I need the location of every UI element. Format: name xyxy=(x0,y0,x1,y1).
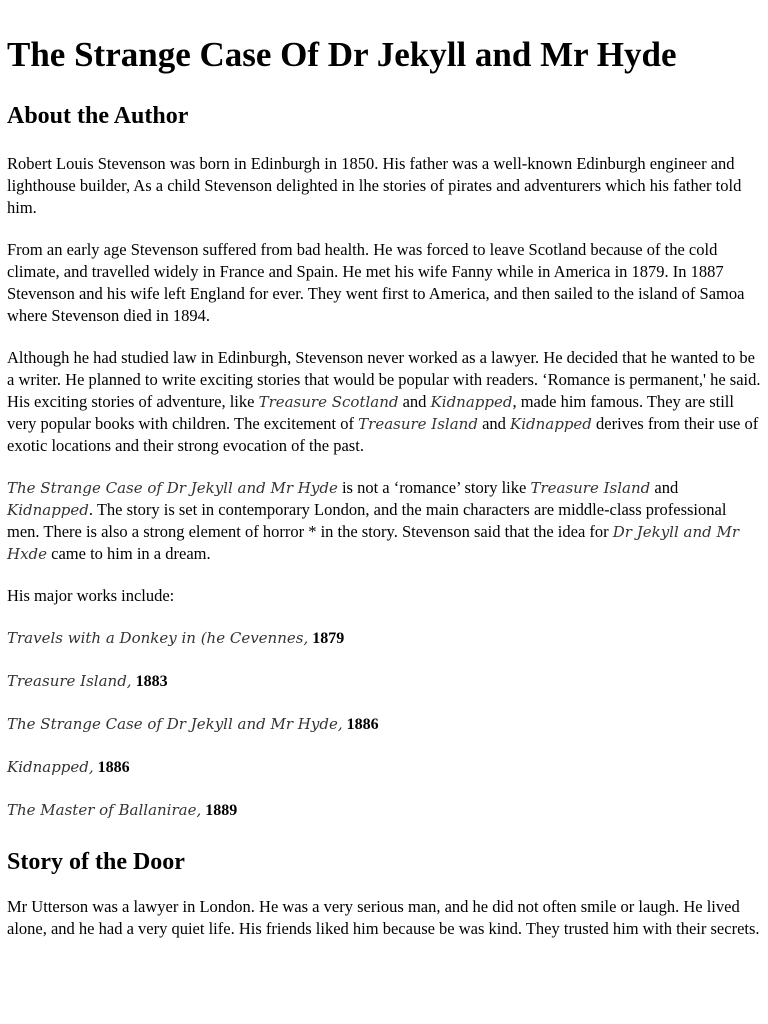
book-title: Kidnapped xyxy=(7,501,89,519)
book-title: Dr Jekyll and Mr Hxde xyxy=(7,523,740,563)
text-segment: is not a ‘romance’ story like xyxy=(337,478,531,497)
paragraph-jekyll xyxy=(7,477,762,565)
work-year: 1879 xyxy=(308,630,345,647)
text-segment: and xyxy=(650,478,679,497)
work-item xyxy=(7,756,762,779)
work-title: The Master of Ballanirae, xyxy=(7,801,202,819)
works-intro: His major works include: xyxy=(7,586,175,605)
text-segment: derives from their use of exotic locations and their strong evocation of the past. xyxy=(7,414,759,455)
work-year: 1886 xyxy=(93,759,130,776)
text-segment: . The story is set in contemporary London, and the main characters are middle-class professional men. There is also a strong element of horror * in the story. Stevenson said that the idea for xyxy=(7,500,727,541)
paragraph-utterson: Mr Utterson was a lawyer in London. He was a very serious man, and he did not often smile or laugh. He lived alone, and he had a very quiet life. His friends liked him because be was kind. They trusted him with their secrets. xyxy=(7,897,760,938)
book-title: Kidnapped xyxy=(510,415,592,433)
work-item xyxy=(7,627,762,650)
document-title: The Strange Case Of Dr Jekyll and Mr Hyde xyxy=(7,35,677,74)
text-segment: came to him in a dream. xyxy=(47,544,211,563)
book-title: Kidnapped xyxy=(430,393,513,411)
work-year: 1889 xyxy=(201,802,238,819)
paragraph-health: From an early age Stevenson suffered from bad health. He was forced to leave Scotland because of the cold climate, and travelled widely in France and Spain. He met his wife Fanny while in America in 1879. In 1887 Stevenson and his wife left England for ever. They went first to America, and then sailed to the island of Samoa where Stevenson died in 1894. xyxy=(7,240,745,325)
work-item xyxy=(7,670,762,693)
text-segment: Although he had studied law in Edinburgh, Stevenson never worked as a lawyer. He decided that he wanted to be a writer. He planned to write exciting stories that would be popular with readers. ‘Romance is permanent,' he said. His exciting stories of adventure, like xyxy=(7,348,761,411)
text-segment: , made him famous. They are still very popular books with children. The excitement of xyxy=(7,392,734,433)
work-item xyxy=(7,799,762,822)
paragraph-birth: Robert Louis Stevenson was born in Edinburgh in 1850. His father was a well-known Edinburgh engineer and lighthouse builder, As a child Stevenson delighted in lhe stories of pirates and adventurers which his father told him. xyxy=(7,154,742,217)
text-segment: and xyxy=(477,414,511,433)
work-title: Treasure Island, xyxy=(7,672,132,690)
work-item xyxy=(7,713,762,736)
about-author-heading: About the Author xyxy=(7,103,189,129)
work-year: 1886 xyxy=(342,716,379,733)
work-title: The Strange Case of Dr Jekyll and Mr Hyde, xyxy=(7,715,343,733)
book-title: The Strange Case of Dr Jekyll and Mr Hyde xyxy=(7,479,338,497)
book-title: Treasure Scotland xyxy=(258,393,399,411)
story-door-heading: Story of the Door xyxy=(7,849,185,875)
text-segment: and xyxy=(398,392,431,411)
work-year: 1883 xyxy=(131,673,168,690)
paragraph-writer xyxy=(7,347,762,457)
book-title: Treasure Island xyxy=(530,479,651,497)
book-title: Treasure Island xyxy=(358,415,478,433)
work-title: Travels with a Donkey in (he Cevennes, xyxy=(7,629,309,647)
work-title: Kidnapped, xyxy=(7,758,94,776)
